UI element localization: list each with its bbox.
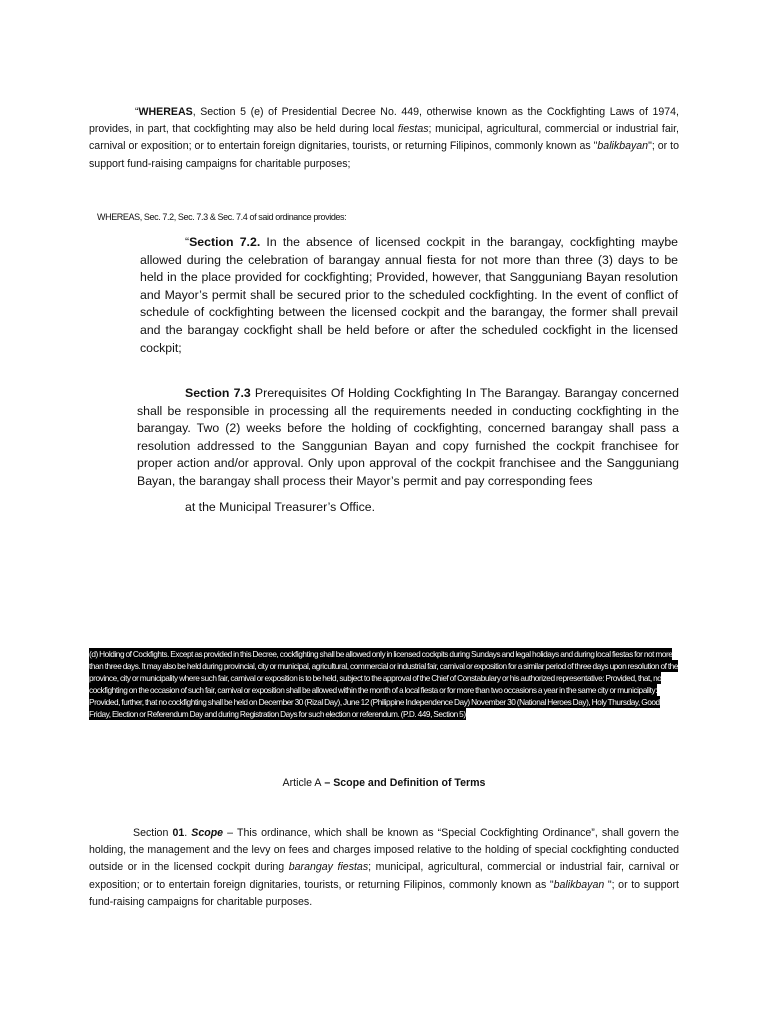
section-7-3-last-line: at the Municipal Treasurer’s Office.	[185, 499, 376, 514]
section-01-text-1: – This ordinance, which shall be known as “Special Cockfighting Ordinance”, shall govern the holding, the management and the levy on fees and charges imposed relative to the holding of special cockfighting conducted outside or in the licensed cockpit during	[89, 827, 679, 874]
balikbayan-italic: balikbayan	[597, 140, 649, 153]
open-quote: “	[135, 106, 139, 118]
scope-word: Scope	[191, 827, 224, 839]
whereas-pd-text-1: , Section 5 (e) of Presidential Decree No. 449, otherwise known as the Cockfighting Laws of 1974, provides, in part, that cockfighting may also be held during local	[89, 106, 679, 136]
section-01-number: 01	[172, 827, 185, 839]
article-title: Scope and Definition of Terms	[333, 777, 486, 789]
highlighted-text: (d) Holding of Cockfights. Except as provided in this Decree, cockfighting shall be allowed only in licensed cockpits during Sundays and legal holidays and during local fiestas for not more than three days. It may also be held during provincial, city or municipal, agricultural, commercial or industrial fair, carnival or exposition for a similar period of three days upon resolution of the province, city or municipality where such fair, carnival or exposition is to be held, subject to the approval of the Chief of Constabulary or his authorized representative: Provided, that, no cockfighting on the occasion of such fair, carnival or exposition shall be allowed within the month of a local fiesta or for more than two occasions a year in the same city or municipality: Provided, further, that no cockfighting shall be held on December 30 (Rizal Day), June 12 (Philippine Independence Day) November 30 (National Heroes Day), Holy Thursday, Good Friday, Election or Referendum Day and during Registration Days for such election or referendum. (P.D. 449, Section 5)	[89, 649, 679, 720]
section-7-2-heading: Section 7.2	[189, 235, 257, 249]
section-7-2-body: In the absence of licensed cockpit in the barangay, cockfighting maybe allowed during the celebration of barangay annual fiesta for not more than three (3) days to be held in the place provided for cockfighting; Provided, however, that Sangguniang Bayan resolution and Mayor’s permit shall be secured prior to the scheduled cockfighting. In the event of conflict of schedule of cockfighting between the licensed cockpit and the barangay, the former shall prevail and the barangay cockfight shall be held before or after the scheduled cockfight in the licensed cockpit;	[140, 235, 678, 355]
section-7-2-heading-punct: .	[256, 235, 261, 249]
whereas-pd-text-3: "; or to support fund-raising campaigns for charitable purposes;	[89, 140, 679, 170]
section-01-paragraph	[89, 825, 679, 911]
section-7-3-heading: Section 7.3	[185, 386, 251, 400]
section-7-3-paragraph	[137, 385, 679, 516]
fiestas-italic: fiestas	[397, 123, 429, 136]
article-dash: –	[321, 777, 334, 789]
article-label: Article A	[282, 777, 322, 789]
section-01-label: Section	[133, 827, 173, 839]
section-7-2-paragraph	[140, 234, 678, 357]
pd-449-quoted-excerpt	[89, 648, 679, 721]
balikbayan-italic: balikbayan	[553, 878, 608, 891]
whereas-pd-paragraph	[89, 104, 679, 173]
section-01-punct: .	[184, 827, 192, 839]
section-01-text-2: ; municipal, agricultural, commercial or industrial fair, carnival or exposition; or to entertain foreign dignitaries, tourists, or returning Filipinos, commonly known as "	[89, 861, 679, 891]
open-quote: “	[185, 235, 190, 249]
barangay-fiestas-italic: barangay fiestas	[288, 861, 369, 874]
whereas-ordinance-line: WHEREAS, Sec. 7.2, Sec. 7.3 & Sec. 7.4 of said ordinance provides:	[97, 212, 347, 222]
article-a-heading	[0, 776, 768, 790]
section-01-text-3: "; or to support fund-raising campaigns for charitable purposes.	[89, 878, 679, 908]
whereas-lead: WHEREAS	[138, 106, 193, 118]
whereas-pd-text-2: ; municipal, agricultural, commercial or industrial fair, carnival or exposition; or to entertain foreign dignitaries, tourists, or returning Filipinos, commonly known as "	[89, 123, 679, 153]
section-7-3-body: Prerequisites Of Holding Cockfighting In The Barangay. Barangay concerned shall be responsible in processing all the requirements needed in conducting cockfighting in the barangay. Two (2) weeks before the holding of cockfighting, concerned barangay shall pass a resolution addressed to the Sanggunian Bayan and copy furnished the cockpit franchisee for proper action and/or approval. Only upon approval of the cockpit franchisee and the Sangguniang Bayan, the barangay shall process their Mayor’s permit and pay corresponding fees	[137, 386, 679, 488]
